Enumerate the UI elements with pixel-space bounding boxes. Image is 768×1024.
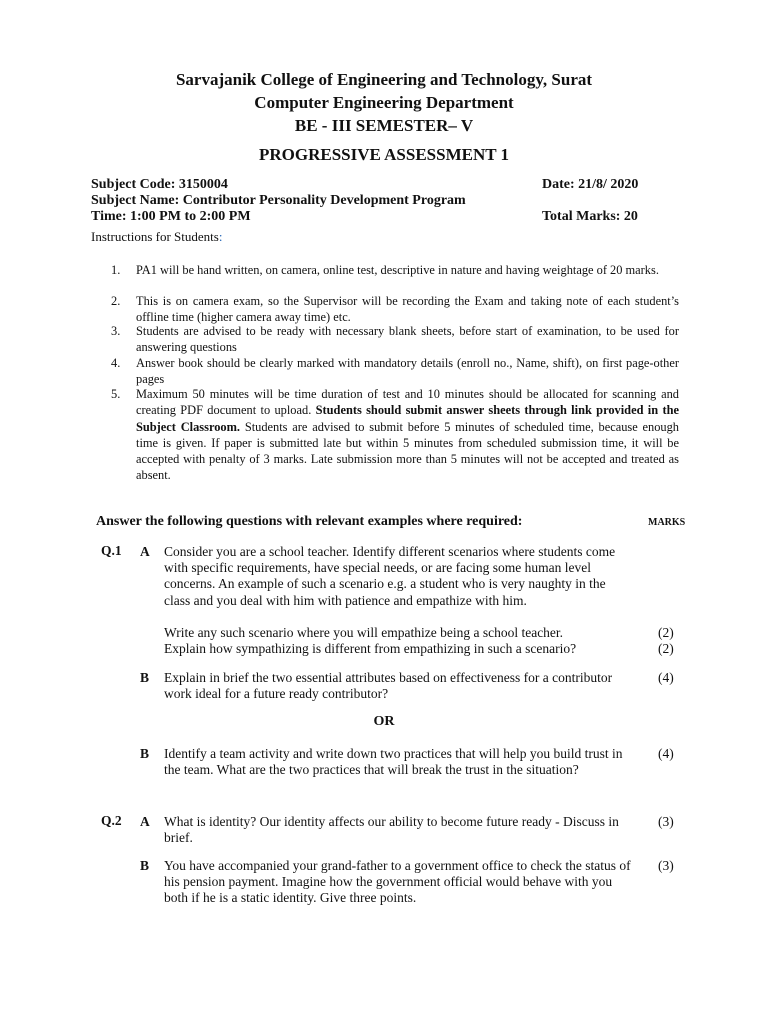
instructions-title-text: Instructions for Students [91, 229, 219, 244]
question-marks: (4) [658, 746, 674, 761]
question-part-label: B [140, 746, 150, 761]
instruction-number: 3. [111, 324, 121, 338]
question-text: Identify a team activity and write down two practices that will help you build trust in the team. What are the two practices that will break the trust in the situation? [164, 746, 623, 778]
instruction-number: 5. [111, 387, 121, 401]
college-name: Sarvajanik College of Engineering and Technology, Surat [175, 70, 593, 89]
question-marks: (3) [658, 858, 674, 873]
question-text: You have accompanied your grand-father to a government office to check the status of his pension payment. Imagine how the government official would behave with you both if he is a static identity. Give three points. [164, 858, 631, 906]
question-part-label: B [140, 858, 150, 873]
instruction-text: Answer book should be clearly marked with mandatory details (enroll no., Name, shift), on first page-other pages [136, 356, 679, 387]
instruction-item [111, 323, 679, 356]
question-marks: (2) [658, 641, 674, 656]
exam-time: Time: 1:00 PM to 2:00 PM [91, 209, 251, 224]
sub-question-text: Explain how sympathizing is different from empathizing in such a scenario? [164, 641, 577, 656]
total-marks: Total Marks: 20 [542, 209, 638, 224]
instruction-text-bold: Students should submit answer sheets through link provided in the Subject Classroom. [136, 403, 679, 434]
question-part-label: A [140, 544, 150, 559]
exam-date: Date: 21/8/ 2020 [542, 177, 639, 192]
department-name: Computer Engineering Department [254, 93, 514, 112]
questions-instruction: Answer the following questions with relevant examples where required: [96, 514, 523, 529]
instruction-item [111, 355, 679, 388]
or-divider: OR [373, 714, 395, 729]
instruction-item [111, 262, 679, 278]
semester-title: BE - III SEMESTER– V [294, 116, 474, 135]
instruction-text: This is on camera exam, so the Supervisor will be recording the Exam and taking note of each student’s offline time (higher camera away time) etc. [136, 294, 679, 325]
instructions-title-colon: : [218, 229, 223, 244]
instruction-text-part: Maximum 50 minutes will be time duration of test and 10 minutes should be allocated for scanning and creating PDF document to upload. [136, 387, 679, 418]
question-number: Q.2 [101, 813, 122, 828]
instruction-number: 4. [111, 356, 121, 370]
instruction-text [136, 386, 679, 484]
question-marks: (2) [658, 625, 674, 640]
subject-name: Subject Name: Contributor Personality Development Program [91, 193, 466, 208]
instruction-number: 1. [111, 263, 121, 277]
question-marks: (4) [658, 670, 674, 685]
question-text: Consider you are a school teacher. Identify different scenarios where students come with specific requirements, have special needs, or are facing some human level concerns. An example of such a scenario e.g. a student who is very naughty in the class and you deal with him with patience and empathize with him. [164, 544, 616, 608]
assessment-title: PROGRESSIVE ASSESSMENT 1 [258, 145, 510, 164]
instruction-item [111, 293, 679, 326]
instruction-text: PA1 will be hand written, on camera, online test, descriptive in nature and having weightage of 20 marks. [136, 263, 659, 277]
instruction-number: 2. [111, 294, 121, 308]
instruction-item [111, 386, 679, 484]
question-number: Q.1 [101, 543, 122, 558]
instructions-title [91, 229, 222, 245]
subject-code: Subject Code: 3150004 [91, 177, 228, 192]
instruction-text-part: Students are advised to submit before 5 minutes of scheduled time, because enough time is given. If paper is submitted late but within 5 minutes from scheduled submission time, it will be accepted with penalty of 3 marks. Late submission more than 5 minutes will not be accepted and treated as absent. [136, 419, 680, 483]
instruction-text: Students are advised to be ready with necessary blank sheets, before start of examination, to be used for answering questions [136, 324, 679, 355]
marks-column-header: MARKS [648, 517, 686, 528]
question-marks: (3) [658, 814, 674, 829]
question-text: What is identity? Our identity affects our ability to become future ready - Discuss in brief. [164, 814, 619, 846]
question-part-label: B [140, 670, 150, 685]
question-part-label: A [140, 814, 150, 829]
sub-question-text: Write any such scenario where you will empathize being a school teacher. [164, 625, 564, 640]
question-text: Explain in brief the two essential attributes based on effectiveness for a contributor work ideal for a future ready contributor? [164, 670, 613, 702]
